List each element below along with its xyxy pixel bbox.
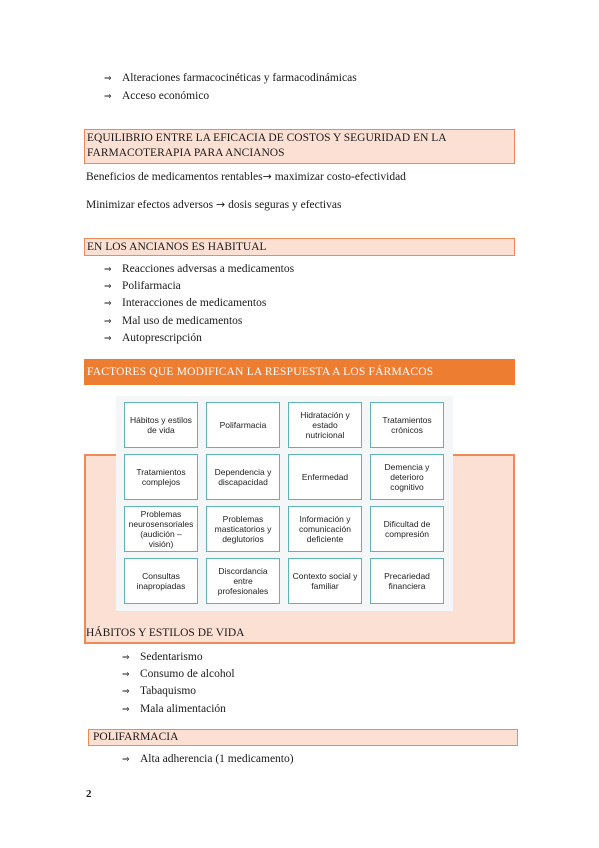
- list-item-text: Mala alimentación: [140, 703, 226, 715]
- list-item: [122, 651, 203, 663]
- paragraph-text: Minimizar efectos adversos: [86, 199, 216, 211]
- factor-cell: Hidratación y estado nutricional: [288, 402, 362, 448]
- list-item: [104, 297, 266, 309]
- list-item-text: Polifarmacia: [122, 280, 181, 292]
- list-item: [104, 263, 294, 275]
- factor-cell: Enfermedad: [288, 454, 362, 500]
- factor-cell: Discordancia entre profesionales: [206, 558, 280, 604]
- list-item: [104, 280, 181, 292]
- factor-cell: Información y comunicación deficiente: [288, 506, 362, 552]
- list-item: [122, 753, 294, 765]
- list-item: [122, 703, 226, 715]
- double-arrow-icon: ⇒: [104, 74, 112, 84]
- heading-text: HÁBITOS Y ESTILOS DE VIDA: [86, 627, 245, 639]
- double-arrow-icon: ⇒: [104, 299, 112, 309]
- right-arrow-icon: →: [262, 170, 272, 183]
- list-item-text: Sedentarismo: [140, 651, 203, 663]
- factor-cell: Contexto social y familiar: [288, 558, 362, 604]
- list-item-text: Mal uso de medicamentos: [122, 315, 243, 327]
- double-arrow-icon: ⇒: [122, 653, 130, 663]
- paragraph-minimize: [86, 198, 341, 211]
- heading-line: FARMACOTERAPIA PARA ANCIANOS: [87, 147, 285, 159]
- list-item-text: Tabaquismo: [140, 685, 197, 697]
- double-arrow-icon: ⇒: [104, 334, 112, 344]
- double-arrow-icon: ⇒: [104, 282, 112, 292]
- double-arrow-icon: ⇒: [104, 317, 112, 327]
- factor-cell: Dificultad de compresión: [370, 506, 444, 552]
- section-heading-equilibrio: [84, 129, 515, 164]
- factor-cell: Problemas neurosensoriales (audición – visión): [124, 506, 198, 552]
- right-arrow-icon: →: [215, 198, 226, 211]
- section-heading-habitual: [84, 238, 515, 256]
- section-heading-polifarmacia: [88, 729, 518, 746]
- double-arrow-icon: ⇒: [122, 705, 130, 715]
- list-item: [122, 668, 235, 680]
- double-arrow-icon: ⇒: [104, 265, 112, 275]
- paragraph-benefits: [86, 170, 406, 183]
- factor-cell: Problemas masticatorios y deglutorios: [206, 506, 280, 552]
- list-item-text: Reacciones adversas a medicamentos: [122, 263, 295, 275]
- list-item-text: Acceso económico: [122, 90, 210, 102]
- list-item-text: Alteraciones farmacocinéticas y farmacodinámicas: [122, 72, 357, 84]
- double-arrow-icon: ⇒: [122, 670, 130, 680]
- list-item-text: Autoprescripción: [122, 332, 202, 344]
- heading-text: FACTORES QUE MODIFICAN LA RESPUESTA A LOS FÁRMACOS: [87, 366, 434, 378]
- paragraph-text: Beneficios de medicamentos rentables: [86, 171, 263, 183]
- list-item-text: Consumo de alcohol: [140, 668, 235, 680]
- section-heading-habitos: [86, 627, 244, 639]
- double-arrow-icon: ⇒: [122, 687, 130, 697]
- paragraph-text: dosis seguras y efectivas: [225, 199, 342, 211]
- factor-cell: Consultas inapropiadas: [124, 558, 198, 604]
- list-item: [104, 90, 209, 102]
- list-item-text: Interacciones de medicamentos: [122, 297, 267, 309]
- factor-cell: Tratamientos complejos: [124, 454, 198, 500]
- section-heading-factores: [84, 359, 515, 385]
- list-item-text: Alta adherencia (1 medicamento): [140, 753, 294, 765]
- double-arrow-icon: ⇒: [122, 755, 130, 765]
- factor-cell: Demencia y deterioro cognitivo: [370, 454, 444, 500]
- heading-text: EN LOS ANCIANOS ES HABITUAL: [87, 241, 267, 253]
- list-item: [104, 332, 202, 344]
- factor-cell: Tratamientos crónicos: [370, 402, 444, 448]
- factor-cell: Precariedad financiera: [370, 558, 444, 604]
- list-item: [104, 315, 242, 327]
- heading-line: EQUILIBRIO ENTRE LA EFICACIA DE COSTOS Y SEGURIDAD EN LA: [87, 132, 447, 144]
- page-number: 2: [86, 788, 92, 800]
- list-item: [122, 685, 196, 697]
- heading-text: POLIFARMACIA: [93, 731, 179, 743]
- factor-cell: Dependencia y discapacidad: [206, 454, 280, 500]
- factor-cell: Polifarmacia: [206, 402, 280, 448]
- list-item: [104, 72, 357, 84]
- paragraph-text: maximizar costo-efectividad: [271, 171, 406, 183]
- factor-cell: Hábitos y estilos de vida: [124, 402, 198, 448]
- factors-diagram: [116, 396, 453, 611]
- double-arrow-icon: ⇒: [104, 92, 112, 102]
